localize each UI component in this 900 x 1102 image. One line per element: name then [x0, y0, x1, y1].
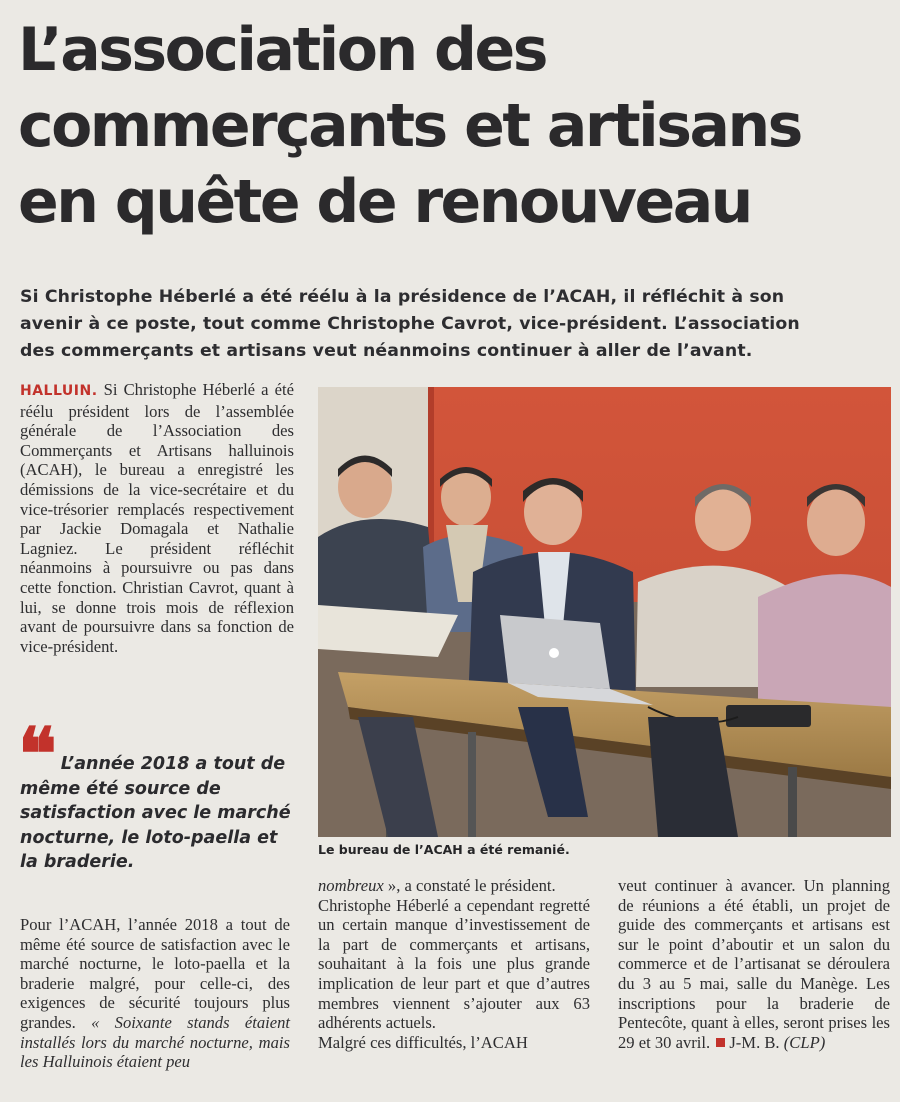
- photo-caption: Le bureau de l’ACAH a été remanié.: [318, 842, 570, 857]
- article-column-2-text: », a constaté le président.: [387, 876, 556, 895]
- article-column-1b-quote: « Soixante stands étaient installés lors du marché nocturne, mais les Halluinois étaient peu: [20, 1012, 290, 1072]
- article-column-2-text-2: Christophe Héberlé a cependant regretté un certain manque d’investissement de la part de commerçants et artisans, souhaitant à la fois une plus grande implication de leur part et que d’autres membres viennent s’ajouter aux 63 adhérents actuels.: [318, 895, 590, 1033]
- lede-line-1: Si Christophe Héberlé a été réélu à la présidence de l’ACAH, il réfléchit à son: [20, 287, 785, 307]
- article-column-3-text: veut continuer à avancer. Un planning de réunions a été établi, un projet de guide des commerçants et artisans est sur le point d’aboutir et un salon du commerce et de l’artisanat se déroulera du 3 au 5 mai, salle du Manège. Les inscriptions pour la braderie de Pentecôte, quant à elles, seront prises les 29 et 30 avril.: [618, 876, 890, 1052]
- article-column-2: [318, 876, 590, 1052]
- headline: [18, 12, 888, 240]
- headline-line-2: commerçants et artisans: [18, 91, 801, 161]
- pull-quote: L’année 2018 a tout de même été source de satisfaction avec le marché nocturne, le loto-paella et la braderie.: [20, 754, 291, 872]
- article-column-1-text: Si Christophe Héberlé a été réélu président lors de l’assemblée générale de l’Association des Commerçants et Artisans halluinois (ACAH), le bureau a enregistré les démissions de la vice-secrétaire et du vice-trésorier remplacés respectivement par Jackie Domagala et Nathalie Lagniez. Le président réfléchit néanmoins à poursuivre ou pas dans cette fonction. Christian Cavrot, quant à lui, se donne trois mois de réflexion avant de poursuivre dans sa fonction de vice-président.: [20, 380, 294, 656]
- quote-marks-icon: ❝: [18, 711, 51, 796]
- lede-line-3: des commerçants et artisans veut néanmoins continuer à aller de l’avant.: [20, 341, 753, 361]
- end-mark-icon: [716, 1038, 725, 1047]
- article-column-1: [20, 380, 294, 656]
- article-column-2-text-3: Malgré ces difficultés, l’ACAH: [318, 1032, 528, 1052]
- pull-quote-block: [18, 711, 300, 875]
- signature-agency: (CLP): [783, 1032, 826, 1052]
- headline-line-1: L’association des: [18, 15, 546, 85]
- article-column-1b: [20, 915, 290, 1072]
- article-column-3: [618, 876, 890, 1052]
- lede-line-2: avenir à ce poste, tout comme Christophe Cavrot, vice-président. L’association: [20, 314, 800, 334]
- lede: [20, 284, 888, 365]
- meeting-photo-illustration: [318, 387, 891, 837]
- article-photo: [318, 387, 891, 837]
- headline-line-3: en quête de renouveau: [18, 167, 751, 237]
- dateline: HALLUIN.: [20, 383, 98, 399]
- article-column-2-quote-end: nombreux: [318, 876, 384, 895]
- article-column-1b-text: Pour l’ACAH, l’année 2018 a tout de même été source de satisfaction avec le marché nocturne, le loto-paella et la braderie malgré, pour celle-ci, des exigences de sécurité toujours plus grandes.: [20, 915, 290, 1032]
- signature: J-M. B.: [729, 1032, 780, 1052]
